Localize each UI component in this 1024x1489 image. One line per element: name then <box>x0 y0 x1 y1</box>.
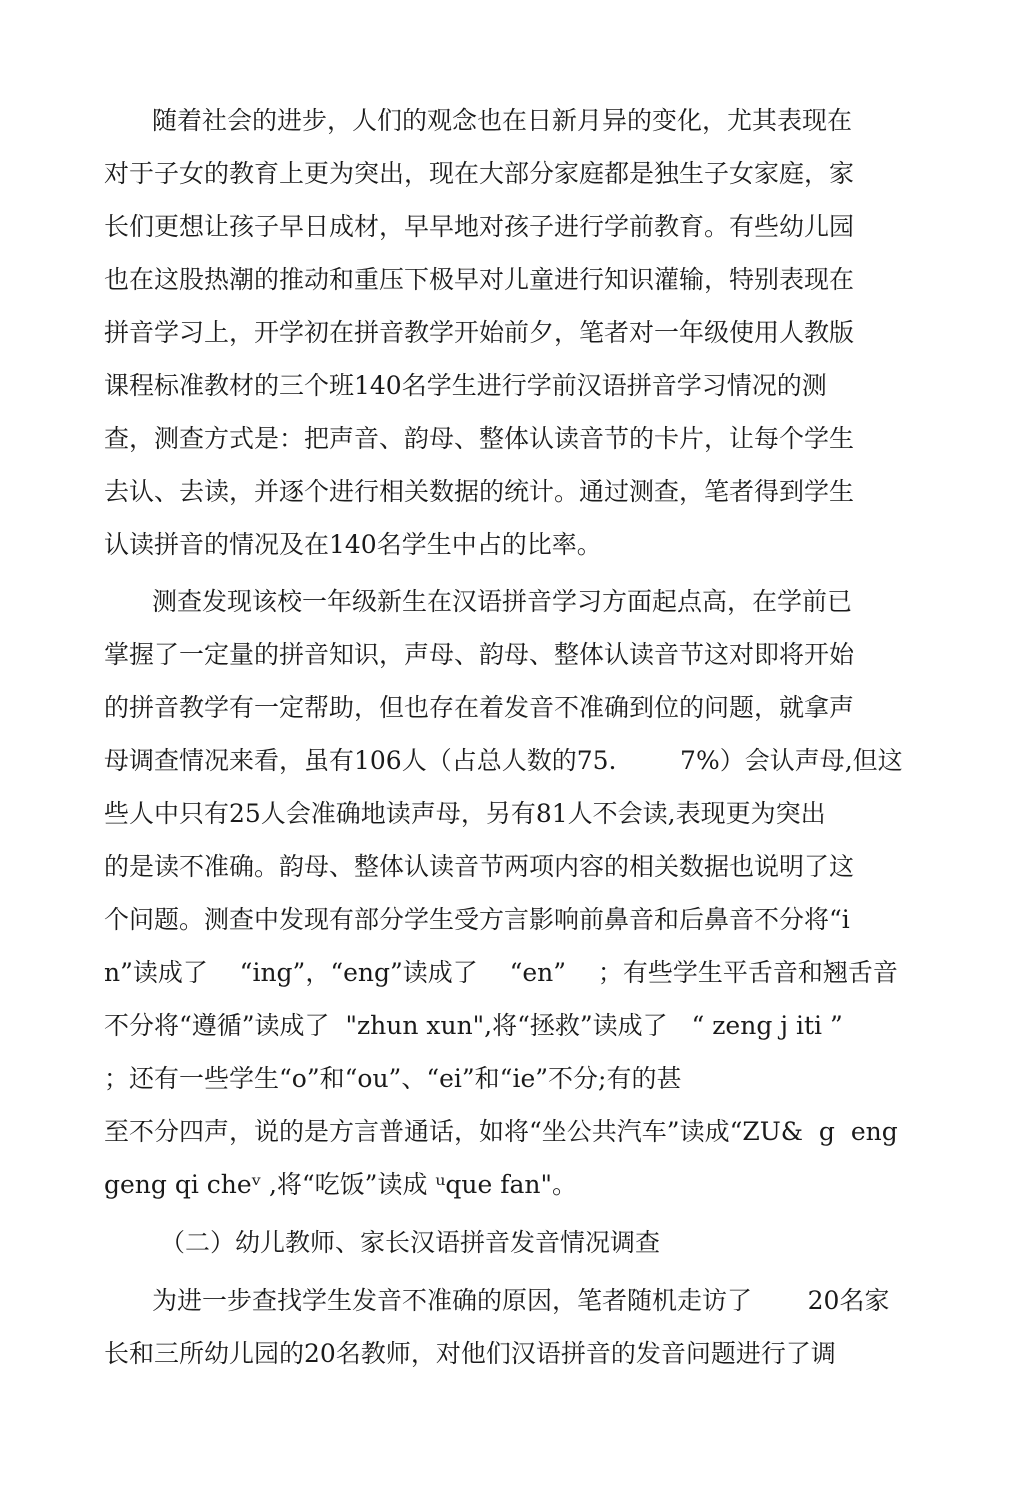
paragraph-1-line-4: 也在这股热潮的推动和重压下极早对儿童进行知识灌输，特别表现在 <box>104 265 855 294</box>
paragraph-2-line-6: 的是读不准确。韵母、整体认读音节两项内容的相关数据也说明了这 <box>104 852 855 881</box>
paragraph-2-line-10: ；还有一些学生“o”和“ou”、“ei”和“ie”不分;有的甚 <box>104 1064 682 1093</box>
paragraph-2-line-4: 母调查情况来看，虽有106人（占总人数的75. 7%）会认声母,但这 <box>104 746 903 775</box>
paragraph-1-line-2: 对于子女的教育上更为突出，现在大部分家庭都是独生子女家庭，家 <box>104 159 855 188</box>
paragraph-2-line-2: 掌握了一定量的拼音知识，声母、韵母、整体认读音节这对即将开始 <box>104 640 855 669</box>
paragraph-3-line-1: 为进一步查找学生发音不准确的原因，笔者随机走访了 20名家 <box>152 1286 890 1315</box>
paragraph-1-line-5: 拼音学习上，开学初在拼音教学开始前夕，笔者对一年级使用人教版 <box>104 318 855 347</box>
paragraph-1-line-1: 随着社会的进步，人们的观念也在日新月异的变化，尤其表现在 <box>152 106 853 135</box>
paragraph-3-line-2: 长和三所幼儿园的20名教师，对他们汉语拼音的发音问题进行了调 <box>104 1339 836 1368</box>
paragraph-2-line-1: 测查发现该校一年级新生在汉语拼音学习方面起点高，在学前已 <box>152 587 853 616</box>
paragraph-2-line-8: n”读成了 “ing”，“eng”读成了 “en” ；有些学生平舌音和翘舌音 <box>104 958 898 987</box>
paragraph-1-line-6: 课程标准教材的三个班140名学生进行学前汉语拼音学习情况的测 <box>104 371 827 400</box>
paragraph-2-line-3: 的拼音教学有一定帮助，但也存在着发音不准确到位的问题，就拿声 <box>104 693 855 722</box>
paragraph-2-line-11: 至不分四声，说的是方言普通话，如将“坐公共汽车”读成“ZU& g eng <box>104 1117 898 1146</box>
paragraph-1-line-8: 去认、去读，并逐个进行相关数据的统计。通过测查，笔者得到学生 <box>104 477 855 506</box>
paragraph-1-line-7: 查，测查方式是：把声音、韵母、整体认读音节的卡片，让每个学生 <box>104 424 855 453</box>
paragraph-2-line-9: 不分将“遵循”读成了 "zhun xun",将“拯救”读成了 “ zeng j iti ” <box>104 1011 843 1040</box>
paragraph-2-line-7: 个问题。测查中发现有部分学生受方言影响前鼻音和后鼻音不分将“i <box>104 905 850 934</box>
paragraph-1-line-3: 长们更想让孩子早日成材，早早地对孩子进行学前教育。有些幼儿园 <box>104 212 855 241</box>
section-heading: （二）幼儿教师、家长汉语拼音发音情况调查 <box>160 1228 661 1257</box>
paragraph-2-line-5: 些人中只有25人会准确地读声母，另有81人不会读,表现更为突出 <box>104 799 826 828</box>
paragraph-1-line-9: 认读拼音的情况及在140名学生中占的比率。 <box>104 530 602 559</box>
paragraph-2-line-12: geng qi cheᵛ ,将“吃饭”读成 ᵘque fan"。 <box>104 1170 577 1199</box>
